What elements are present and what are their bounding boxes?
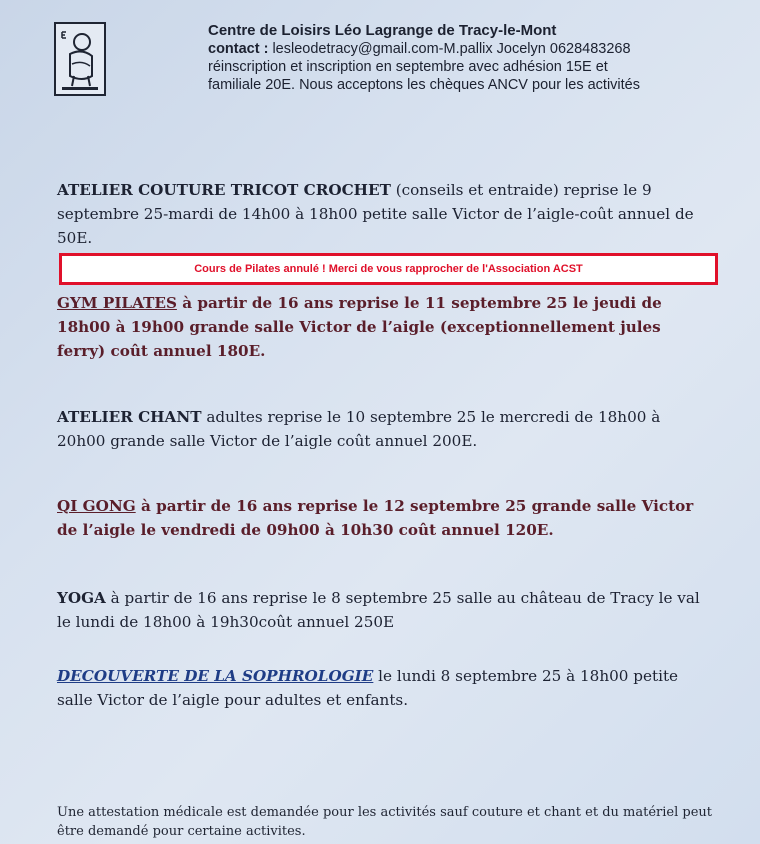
- registration-line-2: familiale 20E. Nous acceptons les chèques ANCV pour les activités: [208, 77, 640, 93]
- activity-chant: [57, 405, 707, 453]
- logo: [54, 22, 106, 96]
- activity-couture-name: ATELIER COUTURE TRICOT CROCHET: [57, 181, 391, 199]
- activity-couture: [57, 178, 707, 250]
- header: [208, 22, 738, 94]
- registration-line-1: réinscription et inscription en septembre avec adhésion 15E et: [208, 59, 608, 75]
- logo-figure-icon: [56, 24, 104, 94]
- activity-qigong-text: à partir de 16 ans reprise le 12 septembre 25 grande salle Victor de l’aigle le vendredi de 09h00 à 10h30 coût annuel 120E.: [57, 497, 694, 539]
- activity-couture-text: (conseils et entraide) reprise le 9 septembre 25-mardi de 14h00 à 18h00 petite salle Victor de l’aigle-coût annuel de 50E.: [57, 181, 694, 247]
- activity-chant-name: ATELIER CHANT: [57, 408, 202, 426]
- activity-qigong: [57, 494, 707, 542]
- activity-sophro-text: le lundi 8 septembre 25 à 18h00 petite salle Victor de l’aigle pour adultes et enfants.: [57, 667, 679, 709]
- activity-yoga: [57, 586, 707, 634]
- activity-pilates-text: à partir de 16 ans reprise le 11 septembre 25 le jeudi de 18h00 à 19h00 grande salle Victor de l’aigle (exceptionnellement jules ferry) coût annuel 180E.: [57, 294, 662, 360]
- cancellation-banner: [59, 253, 718, 285]
- contact-label: contact :: [208, 41, 269, 57]
- contact-value: lesleodetracy@gmail.com-M.pallix Jocelyn 0628483268: [268, 41, 631, 57]
- activity-yoga-text: à partir de 16 ans reprise le 8 septembre 25 salle au château de Tracy le val le lundi de 18h00 à 19h30coût annuel 250E: [57, 589, 700, 631]
- activity-qigong-name: QI GONG: [57, 497, 136, 515]
- activity-pilates: [57, 291, 707, 363]
- contact-line: [208, 40, 738, 58]
- org-title: Centre de Loisirs Léo Lagrange de Tracy-le-Mont: [208, 22, 557, 39]
- activity-sophro: [57, 664, 707, 712]
- cancellation-banner-text: Cours de Pilates annulé ! Merci de vous rapprocher de l'Association ACST: [194, 263, 583, 275]
- footer-note: Une attestation médicale est demandée pour les activités sauf couture et chant et du matériel peut être demandé pour certaine activites.: [57, 805, 712, 839]
- activity-yoga-name: YOGA: [57, 589, 106, 607]
- activity-sophro-name: DECOUVERTE DE LA SOPHROLOGIE: [57, 667, 374, 685]
- activity-pilates-name: GYM PILATES: [57, 294, 177, 312]
- activity-chant-text: adultes reprise le 10 septembre 25 le mercredi de 18h00 à 20h00 grande salle Victor de l’aigle coût annuel 200E.: [57, 408, 661, 450]
